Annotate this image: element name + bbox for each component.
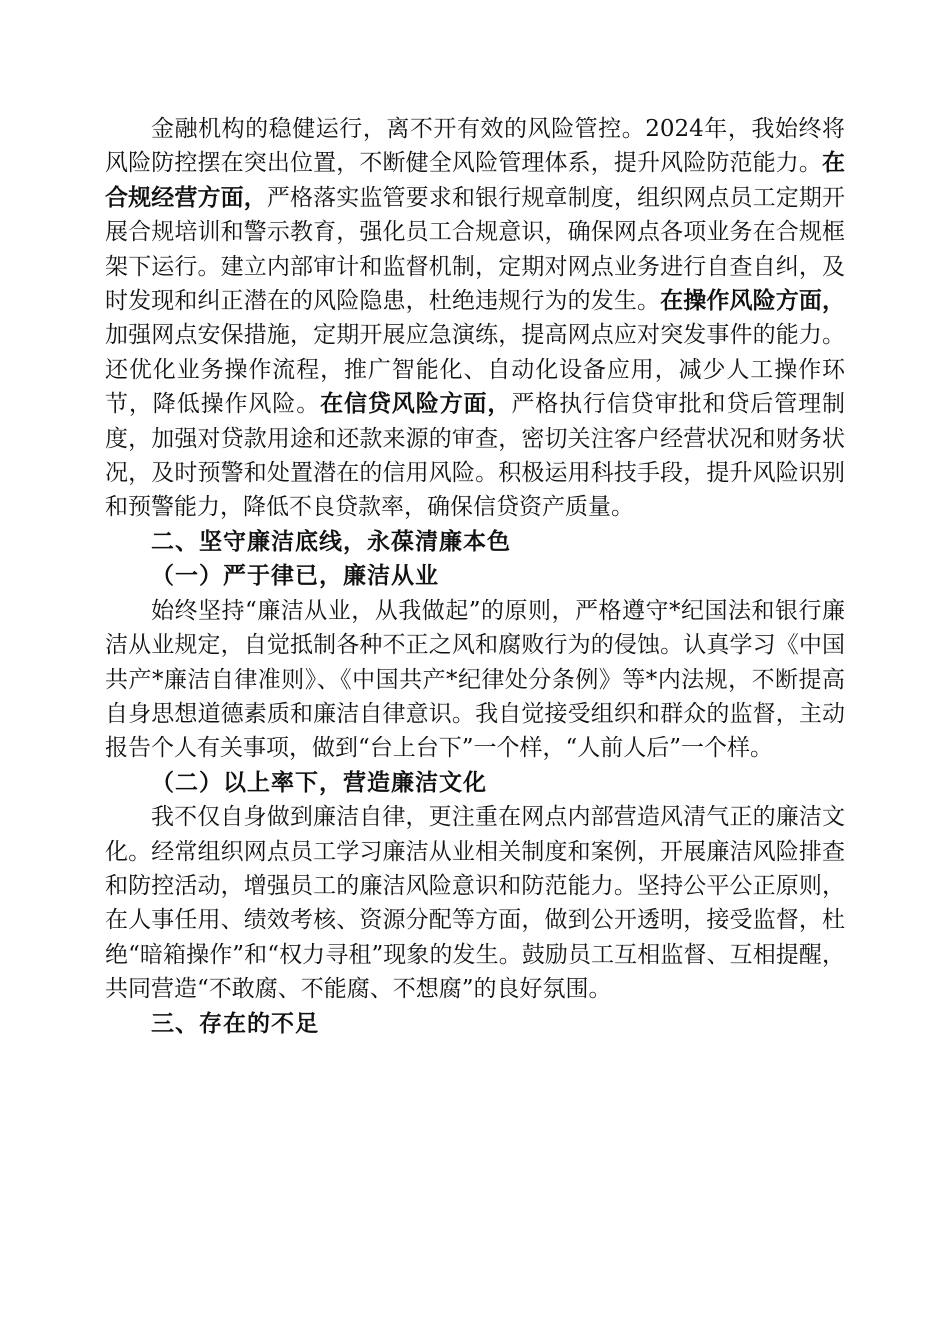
paragraph-text: 严格落实监管要求和银行规章制度，组织网点员工定期开展合规培训和警示教育，强化员工合规意识，确保网点各项业务在合规框架下运行。建立内部审计和监督机制，定期对网点业务进行自查自纠，及时发现和纠正潜在的风险隐患，杜绝违规行为的发生。 (105, 184, 846, 315)
section-heading-3: 三、存在的不足 (151, 1010, 319, 1037)
paragraph-risk-control (105, 112, 845, 525)
paragraph-integrity: 始终坚持“廉洁从业，从我做起”的原则，严格遵守*纪国法和银行廉洁从业规定，自觉抵制各种不正之风和腐败行为的侵蚀。认真学习《中国共产*廉洁自律准则》、《中国共产*纪律处分条例》等*内法规，不断提高自身思想道德素质和廉洁自律意识。我自觉接受组织和群众的监督，主动报告个人有关事项，做到“台上台下”一个样，“人前人后”一个样。 (105, 597, 845, 762)
bold-lead-credit-risk: 在信贷风险方面， (320, 391, 512, 418)
subsection-heading-2-1: （一）严于律已，廉洁从业 (151, 563, 439, 590)
paragraph-text: 严格执行信贷审批和贷后管理制度，加强对贷款用途和还款来源的审查，密切关注客户经营状况和财务状况，及时预警和处置潜在的信用风险。积极运用科技手段，提升风险识别和预警能力，降低不良贷款率，确保信贷资产质量。 (105, 391, 846, 521)
document-page (105, 112, 845, 1041)
bold-lead-operation-risk: 在操作风险方面， (660, 288, 846, 315)
subsection-heading-2-2: （二）以上率下，营造廉洁文化 (151, 769, 487, 796)
bold-lead-compliance: 在合规经营方面， (105, 150, 845, 211)
paragraph-text: 金融机构的稳健运行，离不开有效的风险管控。2024年，我始终将风险防控摆在突出位置，不断健全风险管理体系，提升风险防范能力。 (105, 116, 845, 177)
section-heading-2: 二、坚守廉洁底线，永葆清廉本色 (151, 528, 511, 555)
paragraph-text: 加强网点安保措施，定期开展应急演练，提高网点应对突发事件的能力。还优化业务操作流程，推广智能化、自动化设备应用，减少人工操作环节，降低操作风险。 (105, 322, 845, 418)
paragraph-integrity-culture: 我不仅自身做到廉洁自律，更注重在网点内部营造风清气正的廉洁文化。经常组织网点员工学习廉洁从业相关制度和案例，开展廉洁风险排查和防控活动，增强员工的廉洁风险意识和防范能力。坚持公平公正原则，在人事任用、绩效考核、资源分配等方面，做到公开透明，接受监督，杜绝“暗箱操作”和“权力寻租”现象的发生。鼓励员工互相监督、互相提醒，共同营造“不敢腐、不能腐、不想腐”的良好氛围。 (105, 804, 845, 1003)
